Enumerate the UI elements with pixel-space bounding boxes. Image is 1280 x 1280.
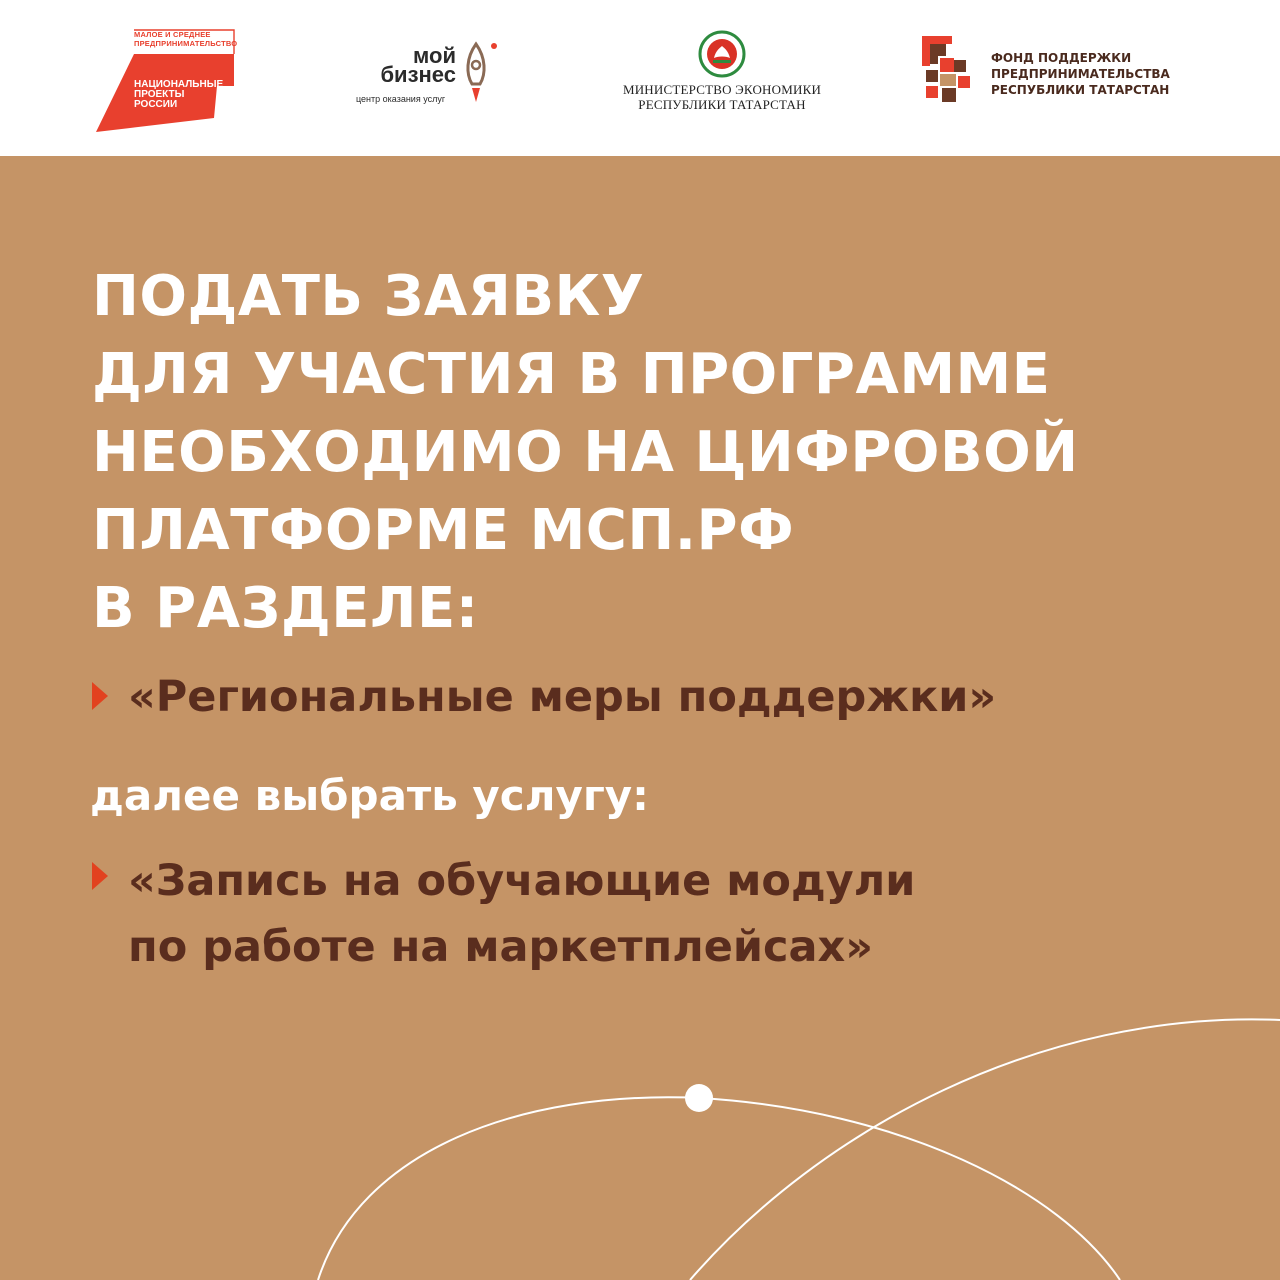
heading-line-3: НЕОБХОДИМО НА ЦИФРОВОЙ xyxy=(92,420,1079,485)
heading-line-5: В РАЗДЕЛЕ: xyxy=(92,576,479,641)
heading-line-1: ПОДАТЬ ЗАЯВКУ xyxy=(92,264,645,329)
main-heading xyxy=(92,258,1212,648)
national-projects-top-text: МАЛОЕ И СРЕДНЕЕ ПРЕДПРИНИМАТЕЛЬСТВО xyxy=(134,30,238,48)
fund-text: ФОНД ПОДДЕРЖКИ ПРЕДПРИНИМАТЕЛЬСТВА РЕСПУБЛИКИ ТАТАРСТАН xyxy=(991,51,1170,97)
bullet-text-line-1: «Запись на обучающие модули xyxy=(128,856,916,906)
bullet-text-regional-support: «Региональные меры поддержки» xyxy=(128,672,997,722)
choose-service-text: далее выбрать услугу: xyxy=(90,771,649,820)
triangle-bullet-icon xyxy=(92,862,108,890)
bullet-text-line-2: по работе на маркетплейсах» xyxy=(128,922,874,972)
triangle-bullet-icon xyxy=(92,682,108,710)
heading-line-2: ДЛЯ УЧАСТИЯ В ПРОГРАММЕ xyxy=(92,342,1051,407)
ministry-text: МИНИСТЕРСТВО ЭКОНОМИКИ РЕСПУБЛИКИ ТАТАРСТАН xyxy=(622,82,822,112)
moy-biznes-subtitle: центр оказания услуг xyxy=(356,94,446,104)
heading-line-4: ПЛАТФОРМЕ МСП.РФ xyxy=(92,498,795,563)
orbit-dot xyxy=(685,1084,713,1112)
national-projects-main-text: НАЦИОНАЛЬНЫЕ ПРОЕКТЫ РОССИИ xyxy=(134,79,224,110)
moy-biznes-title: мой бизнес xyxy=(380,43,456,87)
